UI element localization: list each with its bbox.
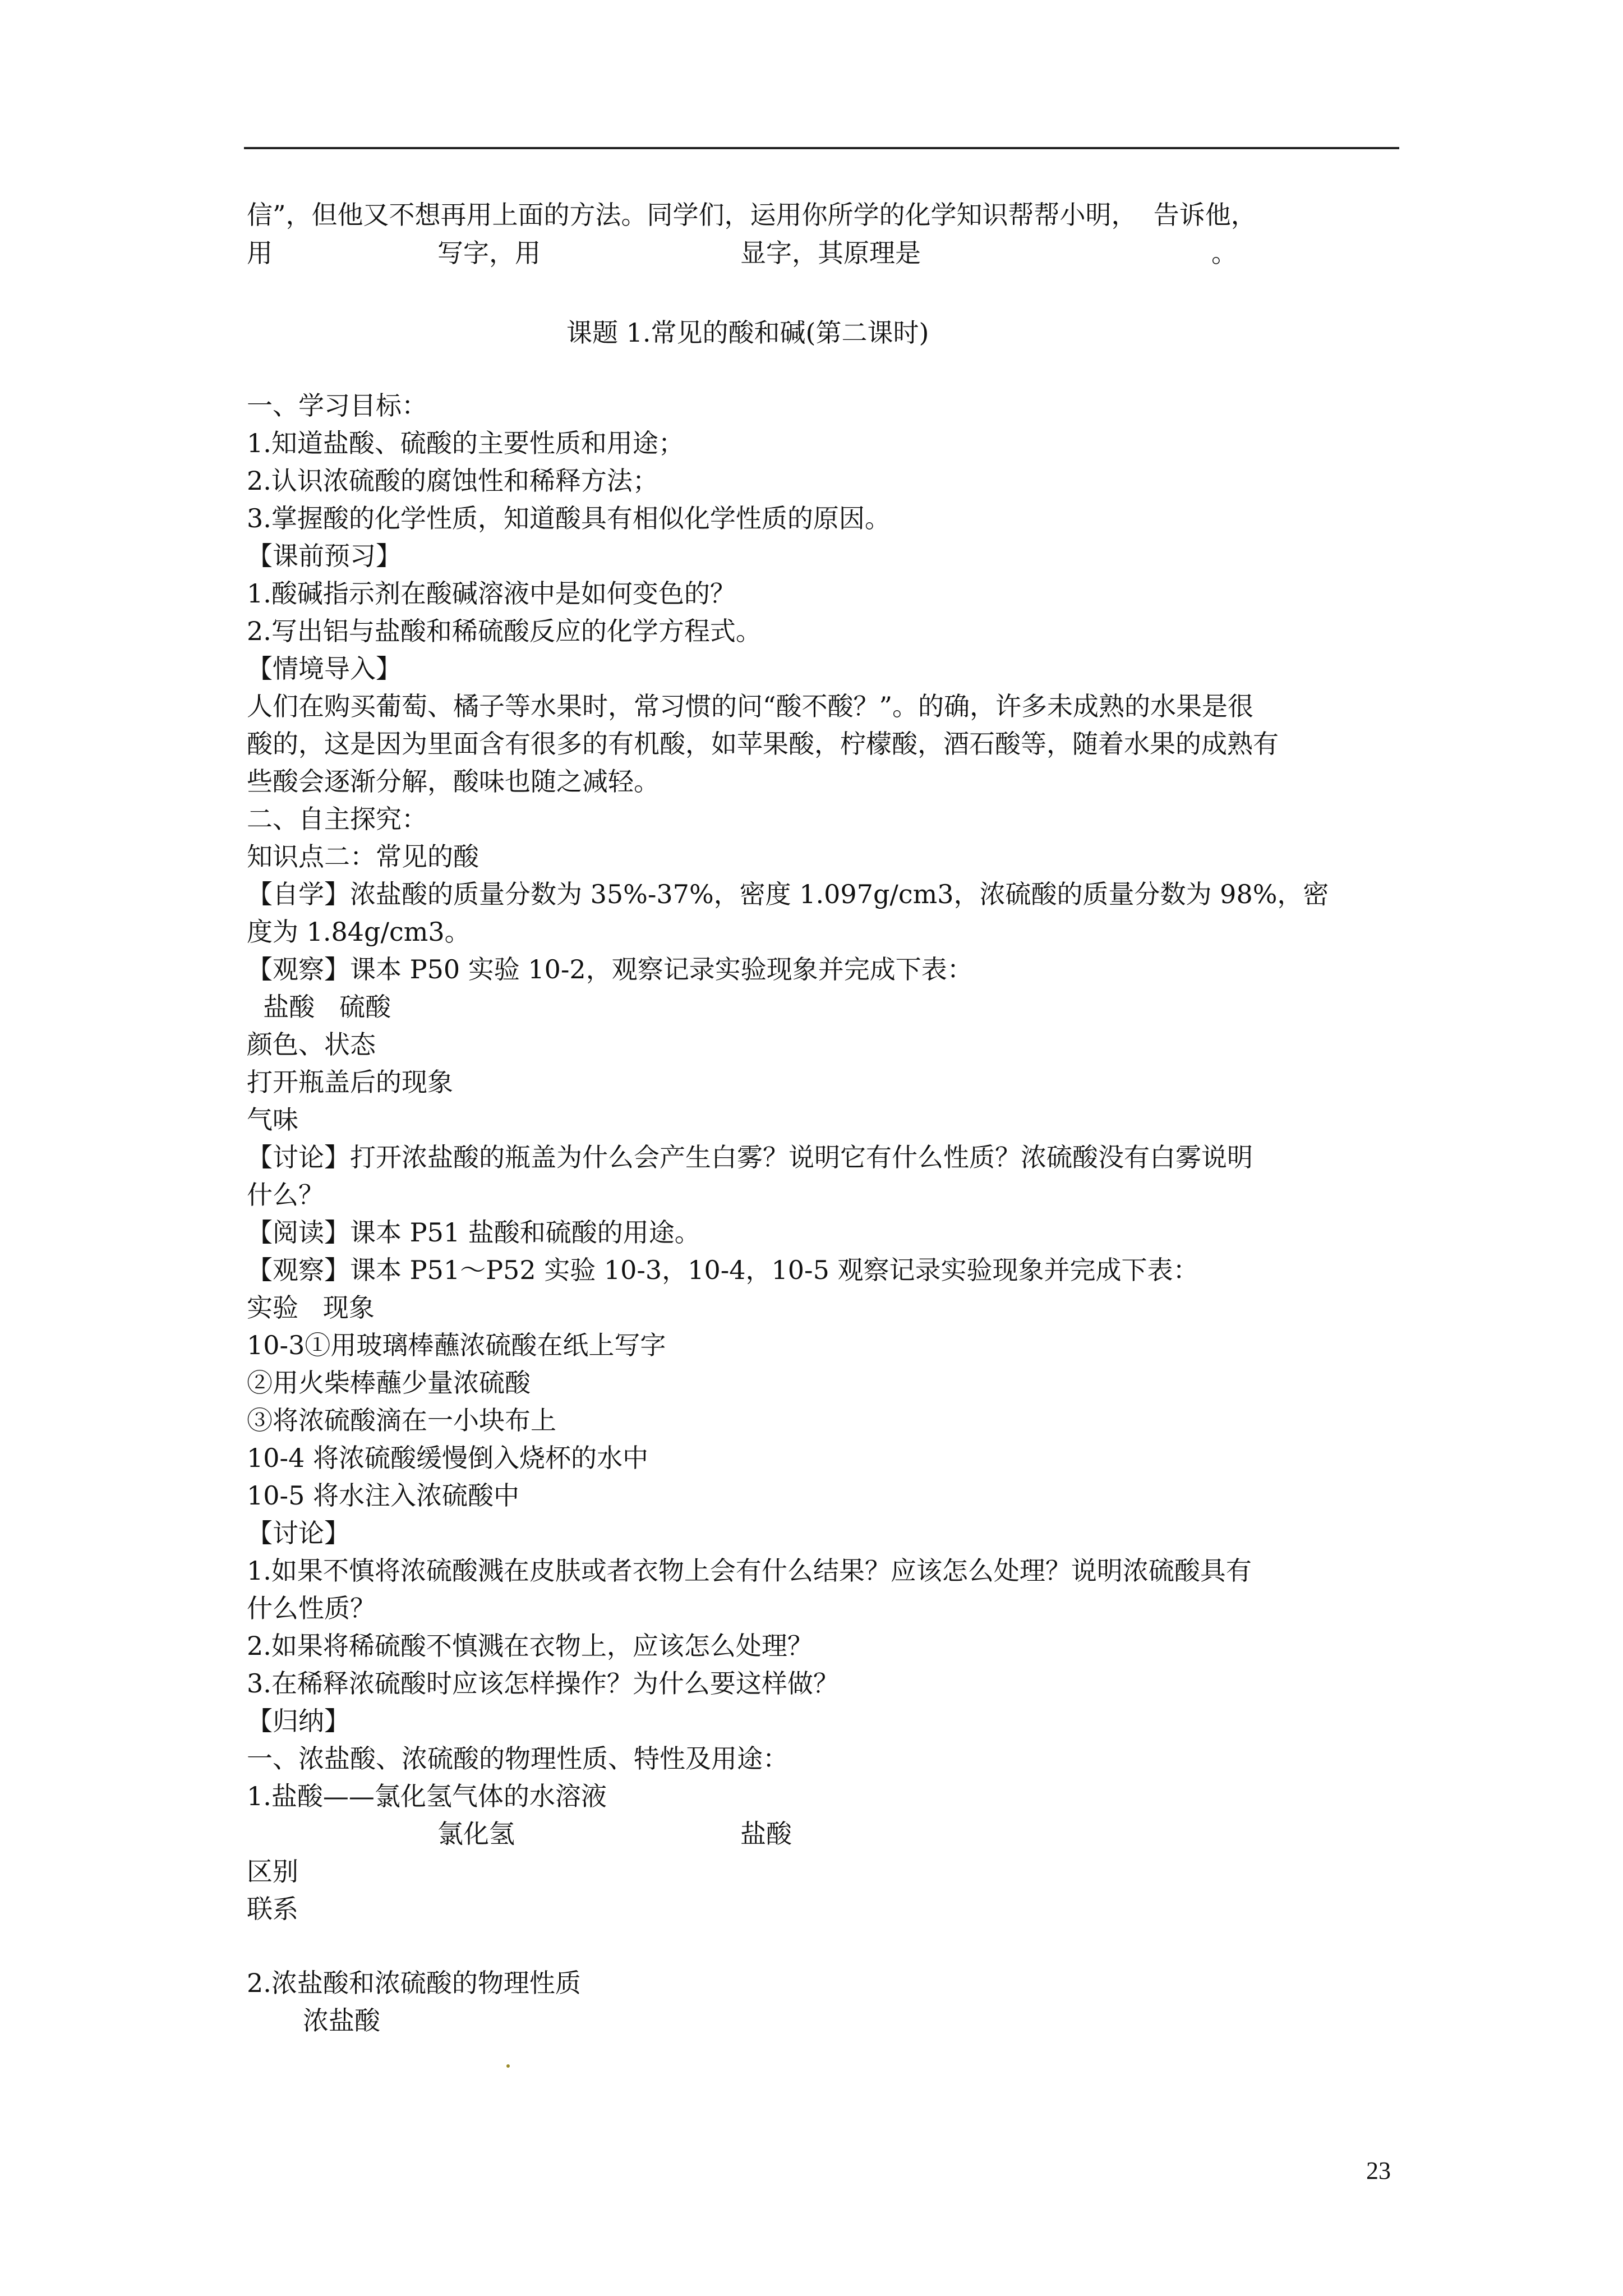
stray-dot xyxy=(506,2064,510,2068)
body-line: 【阅读】课本 P51 盐酸和硫酸的用途。 xyxy=(247,1217,700,1248)
body-line: 【观察】课本 P51～P52 实验 10-3，10-4，10-5 观察记录实验现象并完成下表： xyxy=(247,1255,1199,1285)
body-line: 颜色、状态 xyxy=(247,1029,376,1060)
compare-col-hcl: 氯化氢 xyxy=(437,1819,515,1849)
body-line: 【讨论】打开浓盐酸的瓶盖为什么会产生白雾？说明它有什么性质？浓硫酸没有白雾说明 xyxy=(247,1142,1253,1172)
body-line: 知识点二：常见的酸 xyxy=(247,841,479,872)
body-line: 【情境导入】 xyxy=(247,654,402,684)
body-line: 【自学】浓盐酸的质量分数为 35%-37%，密度 1.097g/cm3，浓硫酸的质量分数为 98%，密 xyxy=(247,879,1329,909)
compare-row-difference: 区别 xyxy=(247,1856,298,1887)
body-line: 二、自主探究： xyxy=(247,804,427,834)
intro-line-2-part-a: 用 xyxy=(247,238,273,268)
body-line: 3.在稀释浓硫酸时应该怎样操作？为什么要这样做？ xyxy=(247,1668,839,1699)
intro-line-2-part-c: 显字，其原理是 xyxy=(740,238,921,268)
body-line: 2.如果将稀硫酸不慎溅在衣物上，应该怎么处理？ xyxy=(247,1631,813,1661)
body-line: 打开瓶盖后的现象 xyxy=(247,1067,453,1097)
body-line: 【归纳】 xyxy=(247,1706,350,1736)
body-line: 2.认识浓硫酸的腐蚀性和稀释方法； xyxy=(247,466,658,496)
body-line: 酸的，这是因为里面含有很多的有机酸，如苹果酸，柠檬酸，酒石酸等，随着水果的成熟有 xyxy=(247,729,1279,759)
body-line: ③将浓硫酸滴在一小块布上 xyxy=(247,1405,556,1435)
header-rule xyxy=(244,147,1399,149)
body-line: 1.知道盐酸、硫酸的主要性质和用途； xyxy=(247,428,684,458)
body-line: 【讨论】 xyxy=(247,1518,350,1548)
lesson-title: 课题 1.常见的酸和碱(第二课时) xyxy=(566,318,929,348)
body-line: 一、学习目标： xyxy=(247,390,427,421)
body-line: 1.盐酸——氯化氢气体的水溶液 xyxy=(247,1781,607,1811)
body-line: 10-4 将浓硫酸缓慢倒入烧杯的水中 xyxy=(247,1443,648,1473)
intro-line-2-part-d: 。 xyxy=(1211,238,1237,268)
compare-col-hydrochloric-acid: 盐酸 xyxy=(740,1819,792,1849)
body-line: 人们在购买葡萄、橘子等水果时，常习惯的问“酸不酸？”。的确，许多未成熟的水果是很 xyxy=(247,691,1254,721)
body-line: 【课前预习】 xyxy=(247,541,402,571)
body-line: 【观察】课本 P50 实验 10-2，观察记录实验现象并完成下表： xyxy=(247,954,973,984)
body-line: 一、浓盐酸、浓硫酸的物理性质、特性及用途： xyxy=(247,1743,789,1774)
body-line: 1.如果不慎将浓硫酸溅在皮肤或者衣物上会有什么结果？应该怎么处理？说明浓硫酸具有 xyxy=(247,1556,1252,1586)
body-line: 实验 现象 xyxy=(247,1292,375,1323)
body-line: 10-3①用玻璃棒蘸浓硫酸在纸上写字 xyxy=(247,1330,666,1360)
body-line: 气味 xyxy=(247,1105,298,1135)
body-line: 什么性质？ xyxy=(247,1593,376,1623)
body-line: ②用火柴棒蘸少量浓硫酸 xyxy=(247,1368,531,1398)
body-line: 10-5 将水注入浓硫酸中 xyxy=(247,1480,519,1511)
body-line: 2.写出铝与盐酸和稀硫酸反应的化学方程式。 xyxy=(247,616,762,646)
body-line: 1.酸碱指示剂在酸碱溶液中是如何变色的？ xyxy=(247,578,736,609)
body-line: 什么？ xyxy=(247,1180,324,1210)
compare-row-connection: 联系 xyxy=(247,1894,298,1924)
body-line: 度为 1.84g/cm3。 xyxy=(247,917,471,947)
body-line: 些酸会逐渐分解，酸味也随之减轻。 xyxy=(247,766,660,797)
body-line: 3.掌握酸的化学性质，知道酸具有相似化学性质的原因。 xyxy=(247,503,891,533)
page-number: 23 xyxy=(1366,2157,1391,2184)
section-2-heading: 2.浓盐酸和浓硫酸的物理性质 xyxy=(247,1968,581,1998)
section-2-col-conc-hcl: 浓盐酸 xyxy=(303,2005,380,2036)
body-line: 盐酸 硫酸 xyxy=(247,992,391,1022)
intro-line-1: 信”，但他又不想再用上面的方法。同学们，运用你所学的化学知识帮帮小明， 告诉他， xyxy=(247,200,1257,230)
intro-line-2-part-b: 写字，用 xyxy=(437,238,541,268)
